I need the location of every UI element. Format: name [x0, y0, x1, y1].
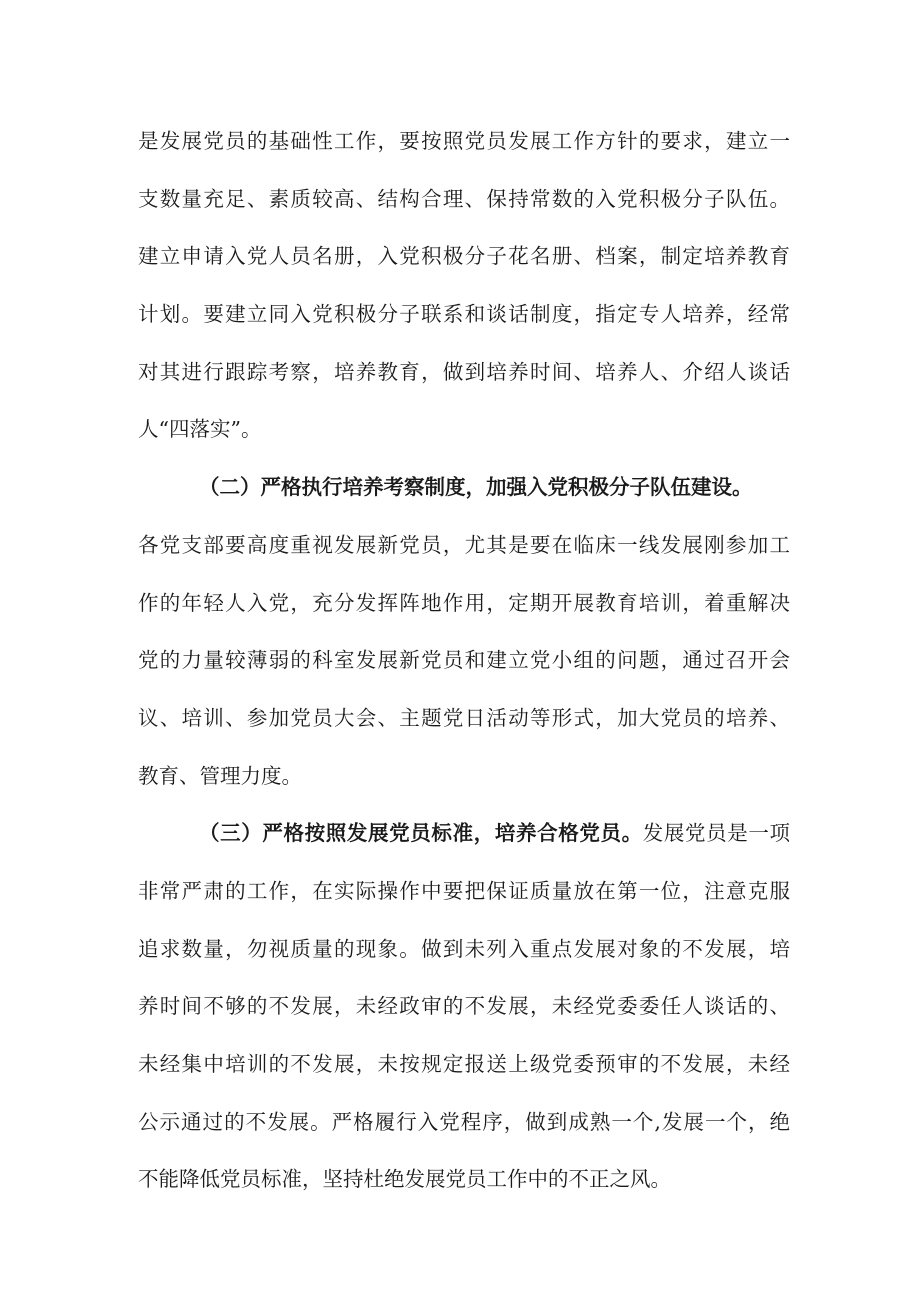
text-line: 追求数量，勿视质量的现象。做到未列入重点发展对象的不发展，培 — [138, 936, 790, 961]
section-heading: （三）严格按照发展党员标准，培养合格党员。 — [199, 821, 643, 846]
text-line: 未经集中培训的不发展，未按规定报送上级党委预审的不发展，未经 — [138, 1052, 790, 1076]
text-line: 议、培训、参加党员大会、主题党日活动等形式，加大党员的培养、 — [138, 705, 790, 730]
text-line: 公示通过的不发展。严格履行入党程序，做到成熟一个,发展一个，绝 — [138, 1109, 790, 1134]
text-line: 支数量充足、素质较高、结构合理、保持常数的入党积极分子队伍。 — [138, 186, 790, 211]
section-heading: （二）严格执行培养考察制度，加强入党积极分子队伍建设。 — [199, 475, 753, 500]
text-line: 人“四落实”。 — [138, 417, 262, 442]
text-line: 各党支部要高度重视发展新党员，尤其是要在临床一线发展刚参加工 — [138, 532, 790, 557]
section-heading-line — [138, 464, 790, 522]
document-body — [138, 118, 790, 1214]
text-line: 计划。要建立同入党积极分子联系和谈话制度，指定专人培养，经常 — [138, 302, 790, 327]
text-line: 非常严肃的工作，在实际操作中要把保证质量放在第一位，注意克服 — [138, 878, 790, 903]
text-line: 作的年轻人入党，充分发挥阵地作用，定期开展教育培训，着重解决 — [138, 590, 790, 615]
text-line: 养时间不够的不发展，未经政审的不发展，未经党委委任人谈话的、 — [138, 994, 790, 1019]
text-line: 不能降低党员标准，坚持杜绝发展党员工作中的不正之风。 — [138, 1167, 671, 1192]
text-line: 教育、管理力度。 — [138, 763, 302, 788]
text-line: 党的力量较薄弱的科室发展新党员和建立党小组的问题，通过召开会 — [138, 648, 790, 673]
section-heading-line — [138, 810, 790, 868]
text-line: 对其进行跟踪考察，培养教育，做到培养时间、培养人、介绍人谈话 — [138, 359, 790, 384]
text-line: 是发展党员的基础性工作，要按照党员发展工作方针的要求，建立一 — [138, 129, 790, 153]
heading-trailing-text: 发展党员是一项 — [642, 821, 791, 846]
text-line: 建立申请入党人员名册，入党积极分子花名册、档案，制定培养教育 — [138, 244, 790, 269]
